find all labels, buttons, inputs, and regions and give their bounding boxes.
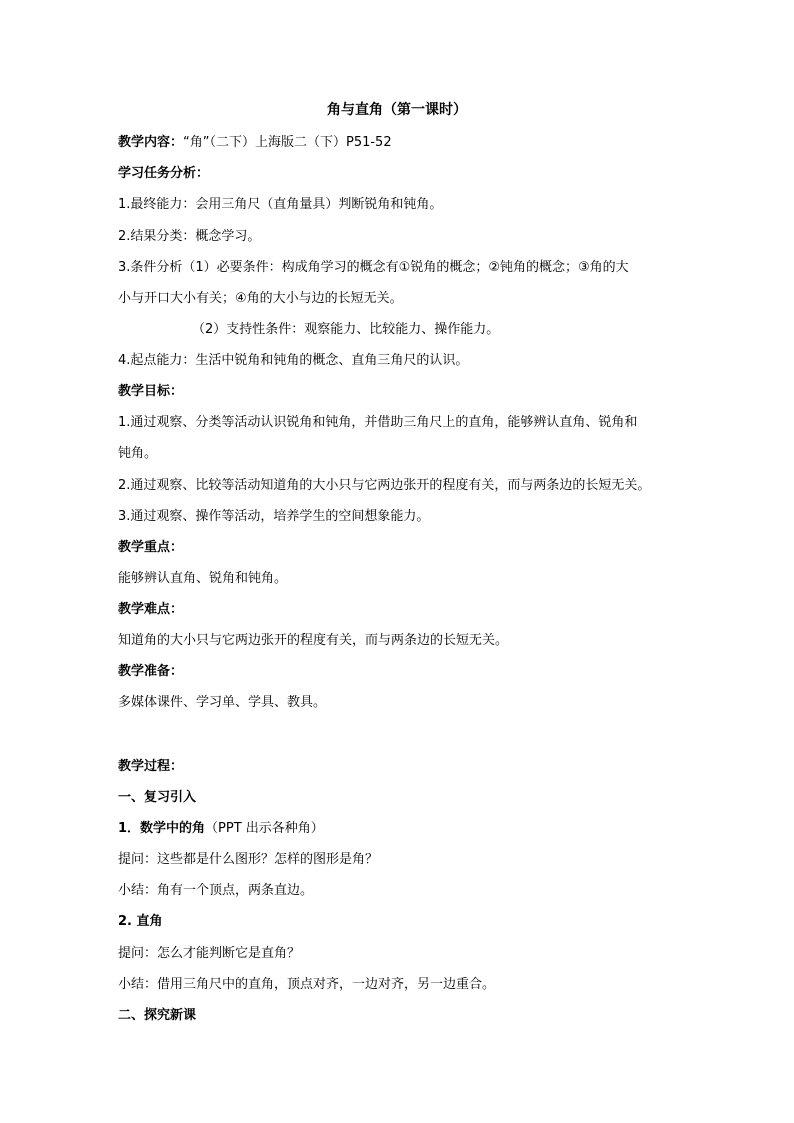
objective-2: 2.通过观察、比较等活动知道角的大小只与它两边张开的程度有关，而与两条边的长短无关。 (118, 478, 651, 493)
task-analysis-item-2: 2.结果分类：概念学习。 (118, 229, 261, 244)
teaching-content-line (118, 133, 392, 153)
difficulties-text: 知道角的大小只与它两边张开的程度有关，而与两条边的长短无关。 (118, 633, 509, 648)
item-2-question: 提问：怎么才能判断它是直角？ (118, 946, 301, 961)
difficulties-heading: 教学难点： (118, 602, 184, 617)
item-2-summary: 小结：借用三角尺中的直角，顶点对齐，一边对齐，另一边重合。 (118, 977, 496, 992)
task-analysis-heading: 学习任务分析： (118, 166, 210, 181)
item-1-label: 1．数学中的角 (118, 821, 206, 836)
item-1-line (118, 819, 324, 839)
section-1-heading: 一、复习引入 (118, 790, 197, 805)
objective-1-line-2: 钝角。 (118, 446, 158, 461)
item-1-note: （PPT 出示各种角） (205, 821, 324, 836)
item-1-summary: 小结：角有一个顶点，两条直边。 (118, 883, 314, 898)
key-points-text: 能够辨认直角、锐角和钝角。 (118, 571, 288, 586)
task-analysis-item-1: 1.最终能力：会用三角尺（直角量具）判断锐角和钝角。 (118, 197, 443, 212)
section-2-heading: 二、探究新课 (118, 1008, 197, 1023)
item-2-label: 2. 直角 (118, 914, 163, 929)
objective-1-line-1: 1.通过观察、分类等活动认识锐角和钝角，并借助三角尺上的直角，能够辨认直角、锐角和 (118, 415, 638, 430)
document-title: 角与直角（第一课时） (327, 102, 467, 118)
task-analysis-item-3-line-3: （2）支持性条件：观察能力、比较能力、操作能力。 (192, 322, 500, 337)
preparation-text: 多媒体课件、学习单、学具、教具。 (118, 695, 327, 710)
objectives-heading: 教学目标： (118, 384, 184, 399)
process-heading: 教学过程： (118, 759, 184, 774)
task-analysis-item-3-line-1: 3.条件分析（1）必要条件：构成角学习的概念有①锐角的概念；②钝角的概念；③角的大 (118, 260, 629, 275)
item-1-question: 提问：这些都是什么图形？怎样的图形是角？ (118, 852, 379, 867)
teaching-content-label: 教学内容： (118, 135, 184, 150)
key-points-heading: 教学重点： (118, 540, 184, 555)
task-analysis-item-3-line-2: 小与开口大小有关；④角的大小与边的长短无关。 (118, 291, 403, 306)
task-analysis-item-4: 4.起点能力：生活中锐角和钝角的概念、直角三角尺的认识。 (118, 353, 469, 368)
preparation-heading: 教学准备： (118, 664, 184, 679)
objective-3: 3.通过观察、操作等活动，培养学生的空间想象能力。 (118, 509, 430, 524)
teaching-content-text: “角”（二下）上海版二（下）P51-52 (183, 135, 392, 150)
